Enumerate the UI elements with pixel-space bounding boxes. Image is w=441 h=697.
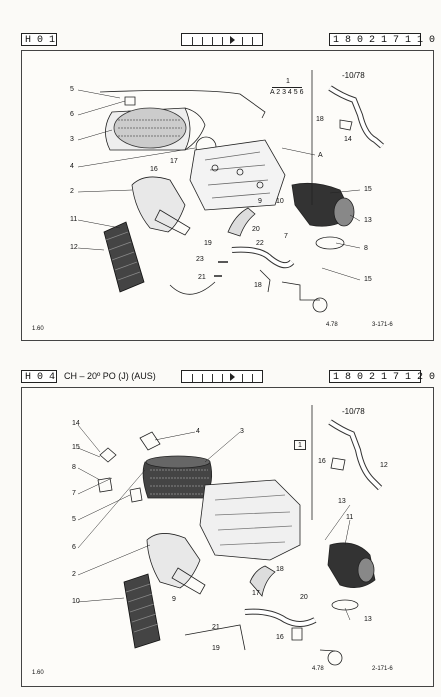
s1-label: 19: [204, 240, 212, 247]
s2-label: 16: [318, 458, 326, 465]
section2-code: H 0 4: [21, 370, 57, 383]
s1-label: 14: [344, 136, 352, 143]
s1-label: 8: [364, 245, 368, 252]
s2-page-number: 1.60: [32, 670, 44, 676]
s2-label: 6: [72, 544, 76, 551]
s1-label: 13: [364, 217, 372, 224]
s2-label: 4: [196, 428, 200, 435]
s1-label: 6: [70, 111, 74, 118]
s1-page-number: 1.60: [32, 326, 44, 332]
air-filter-housing-2: [143, 456, 212, 498]
s1-fraction-num: 1: [286, 78, 290, 85]
s1-label: 10: [276, 198, 284, 205]
s2-date-ref: -10/78: [342, 407, 365, 416]
s1-label: 18: [316, 116, 324, 123]
s1-label: 5: [70, 86, 74, 93]
section2-ref-number: 1 8 0 2 1 7 1 2 0: [329, 370, 421, 383]
s2-label: 10: [72, 598, 80, 605]
s1-code-b: 3-171-6: [372, 322, 393, 328]
s2-code-a: 4.78: [312, 666, 324, 672]
s1-label: 11: [70, 216, 78, 223]
s1-label: 12: [70, 244, 78, 251]
s2-label: 20: [300, 594, 308, 601]
s2-inset-box: 1: [294, 440, 306, 450]
section2-title: CH – 20º PO (J) (AUS): [64, 371, 156, 381]
s1-code-a: 4.78: [326, 322, 338, 328]
s2-label: 18: [276, 566, 284, 573]
s1-label: 7: [284, 233, 288, 240]
s2-label: 9: [172, 596, 176, 603]
s2-label: 19: [212, 645, 220, 652]
s1-callout-a: A: [318, 152, 323, 159]
s2-label: 21: [212, 624, 220, 631]
s1-label: 22: [256, 240, 264, 247]
s1-label: 18: [254, 282, 262, 289]
s2-label: 7: [72, 490, 76, 497]
s1-label: 9: [258, 198, 262, 205]
s1-label: 15: [364, 276, 372, 283]
section1-ref-number: 1 8 0 2 1 7 1 1 0: [329, 33, 421, 46]
s1-fraction-bar: [272, 87, 302, 88]
s1-label: 17: [170, 158, 178, 165]
s2-label: 17: [252, 590, 260, 597]
s1-label: 15: [364, 186, 372, 193]
s2-label: 3: [240, 428, 244, 435]
s2-label: 13: [364, 616, 372, 623]
s2-label: 11: [346, 514, 354, 521]
s2-label: 8: [72, 464, 76, 471]
intake-manifold-1: [190, 140, 285, 210]
s2-label: 15: [72, 444, 80, 451]
s1-label: 20: [252, 226, 260, 233]
section1-code: H 0 1: [21, 33, 57, 46]
s1-fraction-den: A 2 3 4 5 6: [270, 89, 304, 96]
s1-date-ref: -10/78: [342, 71, 365, 80]
s2-label: 16: [276, 634, 284, 641]
s1-label: 16: [150, 166, 158, 173]
s1-label: 4: [70, 163, 74, 170]
s1-label: 21: [198, 274, 206, 281]
s2-label: 13: [338, 498, 346, 505]
s2-label: 12: [380, 462, 388, 469]
s2-label: 5: [72, 516, 76, 523]
s1-label: 23: [196, 256, 204, 263]
intake-manifold-2: [200, 480, 300, 560]
intake-hose-2: [124, 574, 160, 648]
s2-label: 2: [72, 571, 76, 578]
s1-label: 3: [70, 136, 74, 143]
s2-code-b: 2-171-6: [372, 666, 393, 672]
intake-hose-1: [104, 222, 144, 292]
s2-label: 14: [72, 420, 80, 427]
secondary-filter-1: [292, 183, 354, 226]
secondary-filter-2: [328, 543, 375, 588]
s1-label: 2: [70, 188, 74, 195]
